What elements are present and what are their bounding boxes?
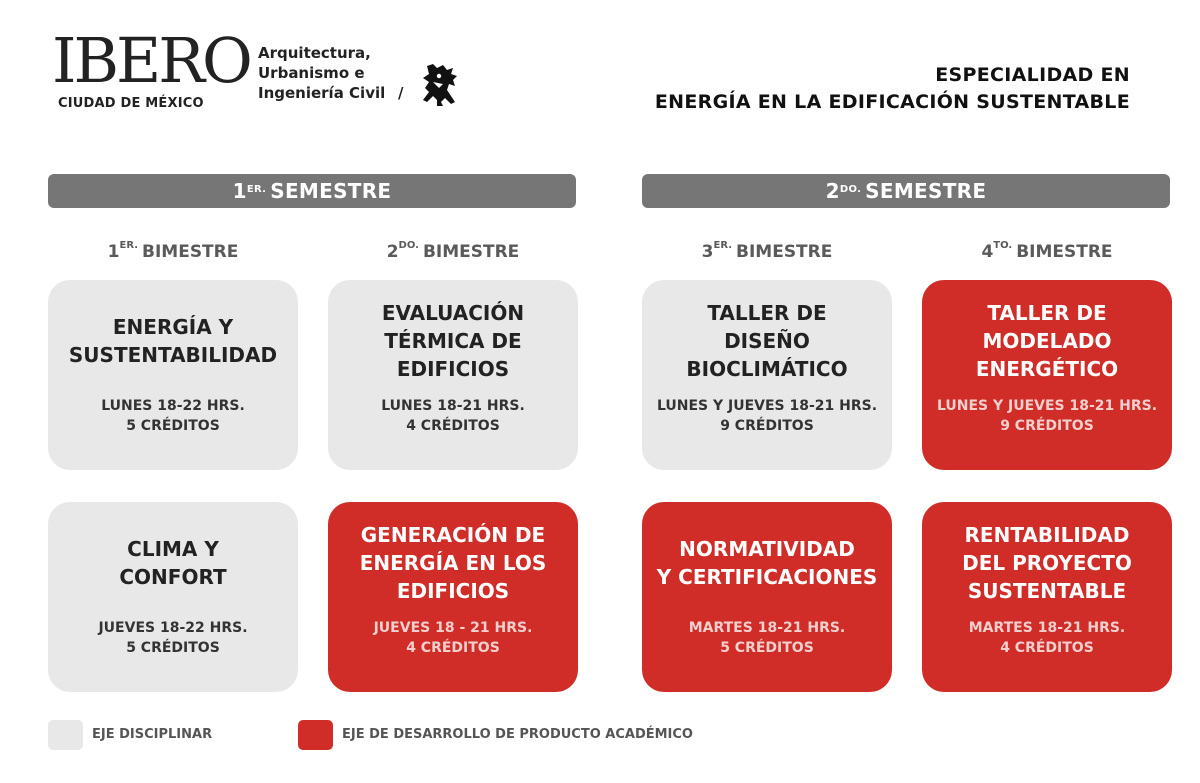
- course-credits: 4 CRÉDITOS: [406, 418, 500, 434]
- course-schedule: [98, 618, 247, 658]
- semester-bar-2: [642, 174, 1170, 208]
- course-card: [328, 502, 578, 692]
- bimester-number: 3: [701, 242, 714, 262]
- course-credits: 9 CRÉDITOS: [1000, 418, 1094, 434]
- bimester-label-4: [922, 242, 1172, 262]
- course-hours: MARTES 18-21 HRS.: [968, 620, 1126, 636]
- course-credits: 4 CRÉDITOS: [1000, 640, 1094, 656]
- course-title: TALLER DE MODELADO ENERGÉTICO: [975, 301, 1119, 381]
- semester-number: 1: [232, 179, 247, 203]
- legend-swatch-disciplinar: [48, 720, 83, 750]
- course-credits: 5 CRÉDITOS: [720, 640, 814, 656]
- course-title: TALLER DE DISEÑO BIOCLIMÁTICO: [686, 301, 848, 381]
- bimester-label-2: [328, 242, 578, 262]
- course-hours: LUNES Y JUEVES 18-21 HRS.: [936, 398, 1158, 414]
- program-title-line: ESPECIALIDAD EN: [935, 64, 1130, 86]
- course-schedule: [937, 396, 1157, 436]
- course-schedule: [101, 396, 245, 436]
- bimester-suffix: TO.: [993, 240, 1013, 251]
- semester-label: SEMESTRE: [270, 179, 392, 203]
- bimester-text: BIMESTRE: [736, 242, 833, 262]
- course-card: [48, 280, 298, 470]
- bimester-label-1: [48, 242, 298, 262]
- department-line: Urbanismo e: [258, 64, 365, 82]
- legend-label-disciplinar: EJE DISCIPLINAR: [92, 727, 213, 742]
- bimester-number: 4: [981, 242, 994, 262]
- bimester-number: 2: [386, 242, 399, 262]
- department-name: [258, 43, 385, 103]
- course-title: NORMATIVIDAD Y CERTIFICACIONES: [656, 537, 878, 589]
- course-card: [642, 280, 892, 470]
- semester-number: 2: [825, 179, 840, 203]
- course-hours: MARTES 18-21 HRS.: [688, 620, 846, 636]
- course-hours: LUNES 18-21 HRS.: [381, 398, 525, 414]
- bimester-text: BIMESTRE: [142, 242, 239, 262]
- course-hours: LUNES Y JUEVES 18-21 HRS.: [656, 398, 878, 414]
- bimester-text: BIMESTRE: [422, 242, 520, 262]
- department-line: Ingeniería Civil: [258, 84, 386, 102]
- course-card: [922, 280, 1172, 470]
- bimester-suffix: DO.: [398, 240, 419, 251]
- bimester-text: BIMESTRE: [1016, 242, 1113, 262]
- course-schedule: [969, 618, 1126, 658]
- course-card: [922, 502, 1172, 692]
- course-credits: 5 CRÉDITOS: [126, 418, 220, 434]
- course-credits: 5 CRÉDITOS: [126, 640, 220, 656]
- legend-swatch-producto: [298, 720, 333, 750]
- course-title: RENTABILIDAD DEL PROYECTO SUSTENTABLE: [962, 523, 1132, 603]
- course-title: CLIMA Y CONFORT: [119, 537, 227, 589]
- semester-suffix: DO.: [839, 183, 862, 195]
- course-schedule: [381, 396, 525, 436]
- jaguar-emblem-icon: [417, 62, 463, 108]
- course-schedule: [374, 618, 533, 658]
- legend-label-producto: EJE DE DESARROLLO DE PRODUCTO ACADÉMICO: [342, 727, 693, 742]
- semester-bar-1: [48, 174, 576, 208]
- course-hours: LUNES 18-22 HRS.: [101, 398, 245, 414]
- ibero-logo: IBERO: [52, 24, 250, 97]
- course-card: [328, 280, 578, 470]
- bimester-number: 1: [107, 242, 120, 262]
- bimester-suffix: ER.: [713, 240, 732, 251]
- course-schedule: [657, 396, 877, 436]
- course-credits: 4 CRÉDITOS: [406, 640, 500, 656]
- department-line: Arquitectura,: [258, 44, 371, 62]
- course-schedule: [689, 618, 846, 658]
- course-title: ENERGÍA Y SUSTENTABILIDAD: [68, 315, 278, 367]
- program-title-line: ENERGÍA EN LA EDIFICACIÓN SUSTENTABLE: [654, 91, 1130, 113]
- course-title: GENERACIÓN DE ENERGÍA EN LOS EDIFICIOS: [359, 523, 547, 603]
- bimester-suffix: ER.: [119, 240, 138, 251]
- semester-suffix: ER.: [246, 183, 267, 195]
- course-card: [642, 502, 892, 692]
- course-credits: 9 CRÉDITOS: [720, 418, 814, 434]
- course-hours: JUEVES 18 - 21 HRS.: [373, 620, 533, 636]
- course-card: [48, 502, 298, 692]
- department-separator: /: [398, 84, 404, 102]
- semester-label: SEMESTRE: [865, 179, 987, 203]
- ibero-logo-subtitle: CIUDAD DE MÉXICO: [58, 96, 204, 111]
- bimester-label-3: [642, 242, 892, 262]
- course-hours: JUEVES 18-22 HRS.: [98, 620, 248, 636]
- course-title: EVALUACIÓN TÉRMICA DE EDIFICIOS: [381, 301, 525, 381]
- program-title: [655, 62, 1130, 116]
